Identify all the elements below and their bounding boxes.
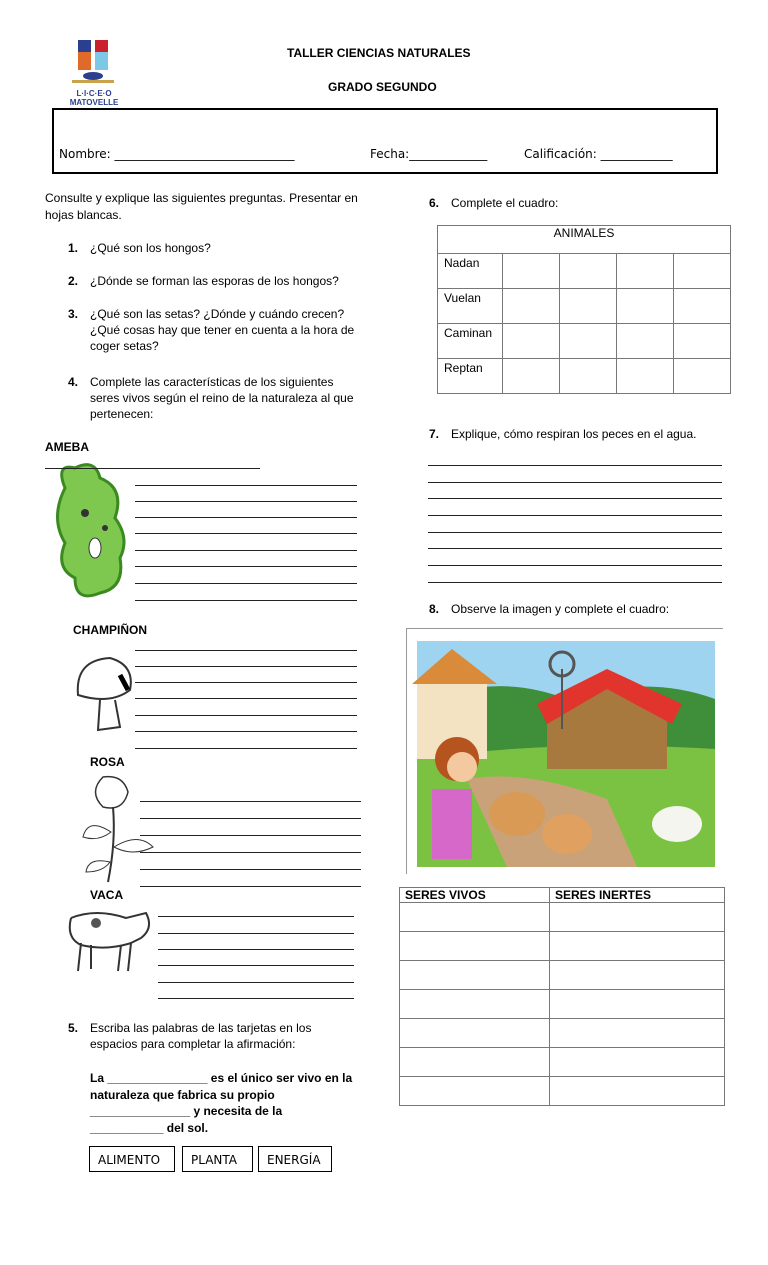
table-row	[400, 990, 725, 1019]
answer-cell[interactable]	[400, 1019, 550, 1048]
farm-image	[406, 628, 723, 874]
answer-cell[interactable]	[549, 1077, 724, 1106]
animal-row	[438, 359, 731, 394]
answer-cell[interactable]	[674, 289, 731, 324]
word-card-planta: PLANTA	[182, 1146, 253, 1172]
answer-cell[interactable]	[674, 359, 731, 394]
answer-cell[interactable]	[400, 961, 550, 990]
answer-cell[interactable]	[560, 289, 617, 324]
animal-row	[438, 254, 731, 289]
question-6: 6. Complete el cuadro:	[429, 196, 559, 210]
answer-line[interactable]	[158, 965, 354, 966]
answer-line[interactable]	[135, 501, 357, 502]
answer-line[interactable]	[428, 532, 722, 533]
answer-cell[interactable]	[400, 932, 550, 961]
question-4: 4. Complete las características de los siguientes seres vivos según el reino de la naturaleza al que pertenecen:	[68, 375, 354, 421]
answer-cell[interactable]	[503, 254, 560, 289]
answer-line[interactable]	[428, 565, 722, 566]
answer-line[interactable]	[135, 600, 357, 601]
answer-line[interactable]	[135, 666, 357, 667]
answer-line[interactable]	[135, 650, 357, 651]
answer-cell[interactable]	[560, 359, 617, 394]
answer-cell[interactable]	[400, 990, 550, 1019]
answer-line[interactable]	[428, 582, 722, 583]
answer-cell[interactable]	[617, 324, 674, 359]
answer-cell[interactable]	[549, 961, 724, 990]
answer-cell[interactable]	[617, 254, 674, 289]
word-card-energia: ENERGÍA	[258, 1146, 332, 1172]
row-label: Reptan	[438, 359, 503, 394]
header-seres-vivos: SERES VIVOS	[400, 888, 550, 903]
answer-line[interactable]	[428, 498, 722, 499]
answer-line[interactable]	[158, 916, 354, 917]
answer-line[interactable]	[428, 482, 722, 483]
answer-line[interactable]	[135, 550, 357, 551]
answer-cell[interactable]	[617, 289, 674, 324]
label-ameba: AMEBA	[45, 440, 89, 454]
answer-line[interactable]	[135, 533, 357, 534]
answer-cell[interactable]	[674, 324, 731, 359]
label-vaca: VACA	[90, 888, 124, 902]
table-row	[400, 1077, 725, 1106]
answer-cell[interactable]	[617, 359, 674, 394]
cow-image	[66, 903, 154, 978]
answer-line[interactable]	[428, 465, 722, 466]
answer-cell[interactable]	[549, 932, 724, 961]
grade-field[interactable]: Calificación: ____________	[524, 147, 673, 161]
animals-table	[437, 225, 731, 394]
answer-line[interactable]	[140, 869, 361, 870]
answer-line[interactable]	[428, 548, 722, 549]
header-seres-inertes: SERES INERTES	[549, 888, 724, 903]
question-2: 2. ¿Dónde se forman las esporas de los hongos?	[68, 274, 339, 288]
answer-line[interactable]	[140, 886, 361, 887]
row-label: Caminan	[438, 324, 503, 359]
answer-cell[interactable]	[400, 903, 550, 932]
answer-line[interactable]	[45, 468, 260, 469]
animal-row	[438, 324, 731, 359]
animals-header: ANIMALES	[438, 226, 731, 254]
answer-line[interactable]	[158, 933, 354, 934]
answer-cell[interactable]	[503, 289, 560, 324]
answer-cell[interactable]	[400, 1077, 550, 1106]
page-title: TALLER CIENCIAS NATURALES	[287, 46, 471, 60]
answer-cell[interactable]	[503, 359, 560, 394]
instructions: Consulte y explique las siguientes preguntas. Presentar en hojas blancas.	[45, 191, 358, 222]
answer-cell[interactable]	[560, 324, 617, 359]
fill-in-statement: La _______________ es el único ser vivo en la naturaleza que fabrica su propio _______________ y necesita de la ___________ del sol.	[90, 1071, 353, 1135]
answer-line[interactable]	[140, 835, 361, 836]
word-card-alimento: ALIMENTO	[89, 1146, 175, 1172]
answer-line[interactable]	[158, 982, 354, 983]
table-row	[400, 932, 725, 961]
school-logo: L·I·C·E·O MATOVELLE	[58, 38, 130, 100]
answer-line[interactable]	[140, 801, 361, 802]
question-1: 1. ¿Qué son los hongos?	[68, 241, 211, 255]
mushroom-image	[70, 655, 138, 738]
answer-line[interactable]	[140, 852, 361, 853]
answer-line[interactable]	[428, 515, 722, 516]
answer-cell[interactable]	[549, 903, 724, 932]
seres-table	[399, 887, 725, 1106]
label-champinon: CHAMPIÑON	[73, 623, 147, 637]
answer-line[interactable]	[158, 949, 354, 950]
table-row	[400, 961, 725, 990]
question-5: 5. Escriba las palabras de las tarjetas en los espacios para completar la afirmación:	[68, 1021, 312, 1051]
answer-line[interactable]	[135, 485, 357, 486]
answer-cell[interactable]	[549, 990, 724, 1019]
answer-cell[interactable]	[549, 1048, 724, 1077]
answer-line[interactable]	[135, 566, 357, 567]
student-info-box	[52, 108, 718, 174]
answer-line[interactable]	[135, 682, 357, 683]
answer-line[interactable]	[140, 818, 361, 819]
row-label: Vuelan	[438, 289, 503, 324]
question-3: 3. ¿Qué son las setas? ¿Dónde y cuándo crecen?¿Qué cosas hay que tener en cuenta a la hora de coger setas?	[68, 307, 355, 353]
answer-line[interactable]	[158, 998, 354, 999]
row-label: Nadan	[438, 254, 503, 289]
answer-line[interactable]	[135, 583, 357, 584]
answer-cell[interactable]	[560, 254, 617, 289]
page-subtitle: GRADO SEGUNDO	[328, 80, 437, 94]
answer-line[interactable]	[135, 731, 357, 732]
table-row	[400, 903, 725, 932]
answer-cell[interactable]	[503, 324, 560, 359]
question-7: 7. Explique, cómo respiran los peces en el agua.	[429, 427, 697, 441]
animal-row	[438, 289, 731, 324]
answer-line[interactable]	[135, 715, 357, 716]
name-field[interactable]: Nombre: ______________________________	[59, 147, 295, 161]
answer-line[interactable]	[135, 748, 357, 749]
table-row	[400, 1019, 725, 1048]
date-field[interactable]: Fecha:_____________	[370, 147, 488, 161]
question-8: 8. Observe la imagen y complete el cuadro:	[429, 602, 670, 616]
ameba-image	[45, 458, 133, 604]
answer-cell[interactable]	[400, 1048, 550, 1077]
answer-line[interactable]	[135, 698, 357, 699]
label-rosa: ROSA	[90, 755, 125, 769]
answer-cell[interactable]	[549, 1019, 724, 1048]
table-row	[400, 1048, 725, 1077]
answer-cell[interactable]	[674, 254, 731, 289]
answer-line[interactable]	[135, 517, 357, 518]
